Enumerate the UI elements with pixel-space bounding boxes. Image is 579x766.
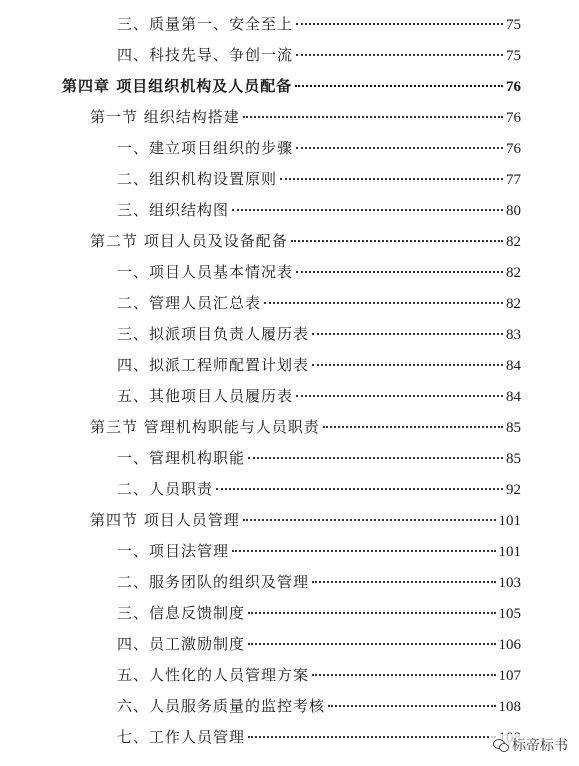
toc-entry-label: 三、组织结构图 [117, 201, 230, 219]
toc-section-heading[interactable] [90, 508, 521, 532]
dot-leader [296, 54, 503, 56]
toc-entry-page: 75 [506, 48, 521, 64]
toc-entry[interactable] [117, 446, 521, 470]
toc-chapter-heading[interactable] [62, 74, 521, 98]
toc-entry-page: 82 [506, 296, 521, 312]
toc-entry-label: 三、信息反馈制度 [117, 604, 246, 622]
dot-leader [328, 705, 495, 707]
dot-leader [216, 488, 503, 490]
toc-entry-page: 80 [506, 203, 521, 219]
toc-entry-page: 85 [506, 420, 521, 436]
toc-entry-page: 105 [498, 606, 521, 622]
toc-entry-label: 第四节 项目人员管理 [90, 511, 240, 529]
dot-leader [295, 85, 503, 87]
dot-leader [248, 612, 495, 614]
dot-leader [296, 271, 503, 273]
toc-section-heading[interactable] [90, 105, 521, 129]
dot-leader [232, 209, 503, 211]
toc-entry-page: 77 [506, 172, 521, 188]
toc-entry[interactable] [117, 167, 521, 191]
toc-entry[interactable] [117, 12, 521, 36]
toc-entry-page: 82 [506, 265, 521, 281]
toc-entry[interactable] [117, 43, 521, 67]
toc-entry-label: 二、人员职责 [117, 480, 214, 498]
toc-entry[interactable] [117, 198, 521, 222]
dot-leader [248, 736, 495, 738]
toc-entry[interactable] [117, 384, 521, 408]
toc-entry-label: 第三节 管理机构职能与人员职责 [90, 418, 320, 436]
toc-entry-label: 一、项目法管理 [117, 542, 230, 560]
toc-entry[interactable] [117, 632, 521, 656]
toc-entry-label: 第一节 组织结构搭建 [90, 108, 240, 126]
toc-entry-page: 76 [506, 110, 521, 126]
toc-section-heading[interactable] [90, 229, 521, 253]
watermark [490, 734, 571, 756]
toc-entry[interactable] [117, 539, 521, 563]
dot-leader [323, 426, 503, 428]
toc-entry-label: 二、管理人员汇总表 [117, 294, 262, 312]
toc-entry[interactable] [117, 601, 521, 625]
dot-leader [248, 643, 495, 645]
toc-entry-label: 一、建立项目组织的步骤 [117, 139, 294, 157]
toc-entry-label: 二、组织机构设置原则 [117, 170, 278, 188]
dot-leader [296, 147, 503, 149]
toc-entry-page: 108 [498, 699, 521, 715]
toc-entry-label: 五、其他项目人员履历表 [117, 387, 294, 405]
toc-entry-page: 83 [506, 327, 521, 343]
dot-leader [280, 178, 503, 180]
toc-entry[interactable] [117, 322, 521, 346]
toc-entry[interactable] [117, 663, 521, 687]
dot-leader [296, 23, 503, 25]
toc-entry-page: 76 [506, 79, 521, 95]
toc-entry-label: 四、拟派工程师配置计划表 [117, 356, 310, 374]
toc-entry-page: 103 [498, 575, 521, 591]
toc-entry-label: 六、人员服务质量的监控考核 [117, 697, 326, 715]
toc-entry[interactable] [117, 477, 521, 501]
toc-entry-page: 106 [498, 637, 521, 653]
toc-entry[interactable] [117, 570, 521, 594]
dot-leader [291, 240, 503, 242]
toc-entry-label: 五、人性化的人员管理方案 [117, 666, 310, 684]
toc-entry[interactable] [117, 353, 521, 377]
dot-leader [312, 581, 495, 583]
dot-leader [264, 302, 503, 304]
dot-leader [243, 519, 496, 521]
dot-leader [248, 457, 503, 459]
toc-entry[interactable] [117, 136, 521, 160]
toc-entry-page: 84 [506, 389, 521, 405]
watermark-text: 标帝标书 [512, 738, 568, 754]
toc-entry-label: 七、工作人员管理 [117, 728, 246, 746]
toc-entry-page: 75 [506, 17, 521, 33]
dot-leader [312, 364, 503, 366]
dot-leader [312, 674, 495, 676]
toc-entry-label: 一、管理机构职能 [117, 449, 246, 467]
toc-entry-label: 三、质量第一、安全至上 [117, 15, 294, 33]
toc-entry-page: 92 [506, 482, 521, 498]
toc-entry-page: 101 [498, 513, 521, 529]
toc-entry[interactable] [117, 260, 521, 284]
dot-leader [296, 395, 503, 397]
toc-entry-page: 107 [498, 668, 521, 684]
toc-entry-label: 一、项目人员基本情况表 [117, 263, 294, 281]
toc-entry[interactable] [117, 725, 521, 749]
toc-section-heading[interactable] [90, 415, 521, 439]
toc-entry-page: 101 [498, 544, 521, 560]
wechat-icon [493, 738, 509, 752]
toc-entry-label: 第二节 项目人员及设备配备 [90, 232, 288, 250]
toc-entry-page: 84 [506, 358, 521, 374]
toc-entry-label: 二、服务团队的组织及管理 [117, 573, 310, 591]
toc-entry-label: 三、拟派项目负责人履历表 [117, 325, 310, 343]
toc-entry-page: 85 [506, 451, 521, 467]
toc-entry[interactable] [117, 291, 521, 315]
dot-leader [232, 550, 495, 552]
dot-leader [243, 116, 503, 118]
toc-entry-page: 76 [506, 141, 521, 157]
dot-leader [312, 333, 503, 335]
toc-entry-page: 82 [506, 234, 521, 250]
toc-entry-label: 四、员工激励制度 [117, 635, 246, 653]
toc-entry[interactable] [117, 694, 521, 718]
toc-entry-label: 四、科技先导、争创一流 [117, 46, 294, 64]
toc-entry-label: 第四章 项目组织机构及人员配备 [62, 77, 293, 95]
